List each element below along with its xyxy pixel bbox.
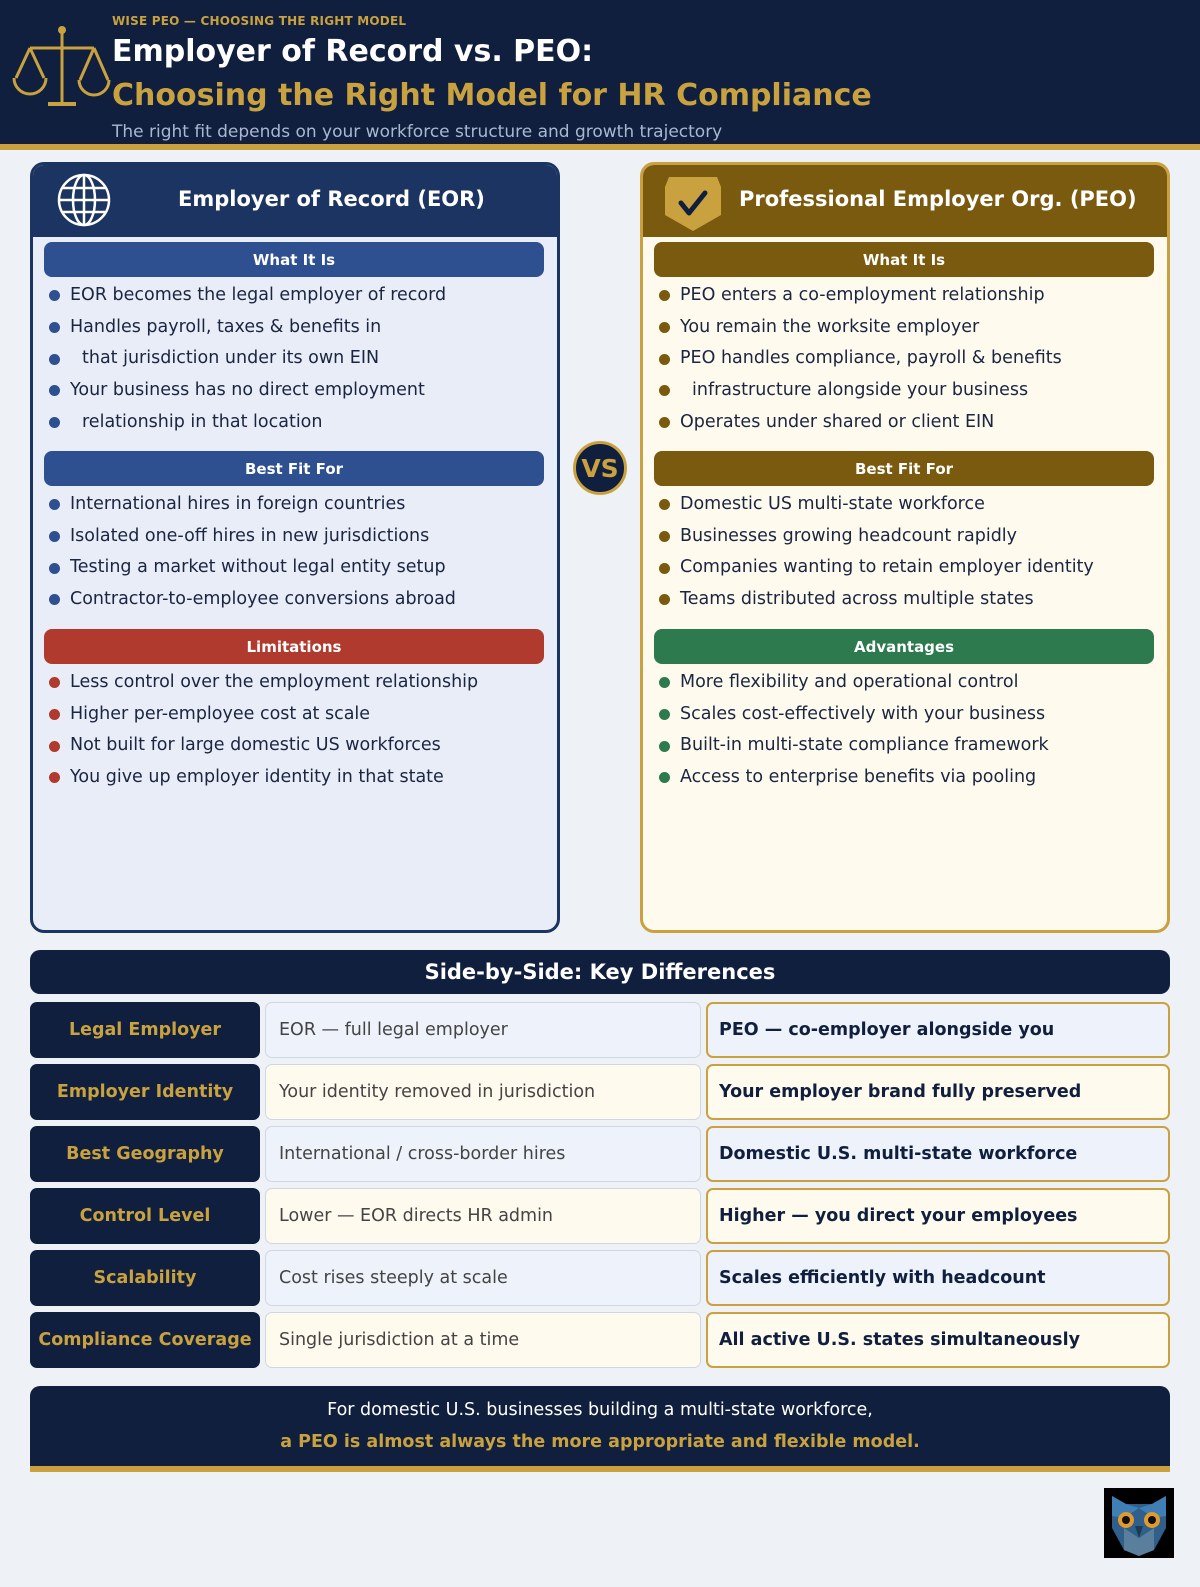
row-eor-value: Your identity removed in jurisdiction <box>265 1064 701 1120</box>
eor-limitations-list <box>49 667 549 794</box>
owl-logo-icon <box>1104 1488 1174 1558</box>
list-item: Testing a market without legal entity setup <box>49 552 549 584</box>
list-item: Scales cost-effectively with your business <box>659 699 1159 731</box>
list-item: relationship in that location <box>49 407 549 439</box>
row-label: Scalability <box>30 1250 260 1306</box>
shield-check-icon <box>663 171 723 231</box>
list-item: Built-in multi-state compliance framework <box>659 730 1159 762</box>
bullet-icon <box>49 417 60 428</box>
row-label: Control Level <box>30 1188 260 1244</box>
table-row <box>30 1312 1170 1368</box>
bullet-icon <box>659 417 670 428</box>
bullet-icon <box>49 385 60 396</box>
peo-best-fit-list <box>659 489 1159 616</box>
conclusion-line-1: For domestic U.S. businesses building a multi-state workforce, <box>327 1400 873 1420</box>
list-item: Businesses growing headcount rapidly <box>659 521 1159 553</box>
page-title-secondary: Choosing the Right Model for HR Compliance <box>112 78 872 113</box>
list-item: Less control over the employment relationship <box>49 667 549 699</box>
list-item: Isolated one-off hires in new jurisdictions <box>49 521 549 553</box>
eor-card-header <box>33 165 557 237</box>
bullet-icon <box>659 385 670 396</box>
eor-section-best-fit: Best Fit For <box>44 451 544 486</box>
row-peo-value: PEO — co-employer alongside you <box>706 1002 1170 1058</box>
row-peo-value: Higher — you direct your employees <box>706 1188 1170 1244</box>
peo-section-best-fit: Best Fit For <box>654 451 1154 486</box>
list-item: Access to enterprise benefits via pooling <box>659 762 1159 794</box>
list-item: that jurisdiction under its own EIN <box>49 343 549 375</box>
row-peo-value: Your employer brand fully preserved <box>706 1064 1170 1120</box>
bullet-icon <box>49 741 60 752</box>
bullet-icon <box>659 354 670 365</box>
bullet-icon <box>49 322 60 333</box>
peo-card-header <box>643 165 1167 237</box>
row-label: Compliance Coverage <box>30 1312 260 1368</box>
table-row <box>30 1064 1170 1120</box>
list-item: Teams distributed across multiple states <box>659 584 1159 616</box>
eor-section-what-it-is: What It Is <box>44 242 544 277</box>
bullet-icon <box>659 709 670 720</box>
eor-card <box>30 162 560 933</box>
row-eor-value: Single jurisdiction at a time <box>265 1312 701 1368</box>
peo-section-advantages: Advantages <box>654 629 1154 664</box>
list-item: Companies wanting to retain employer identity <box>659 552 1159 584</box>
list-item: International hires in foreign countries <box>49 489 549 521</box>
list-item: More flexibility and operational control <box>659 667 1159 699</box>
peo-advantages-list <box>659 667 1159 794</box>
table-row <box>30 1126 1170 1182</box>
bullet-icon <box>49 594 60 605</box>
list-item: Not built for large domestic US workforces <box>49 730 549 762</box>
bullet-icon <box>49 354 60 365</box>
bullet-icon <box>659 677 670 688</box>
row-label: Legal Employer <box>30 1002 260 1058</box>
globe-icon <box>55 171 113 229</box>
row-eor-value: EOR — full legal employer <box>265 1002 701 1058</box>
header-banner <box>0 0 1200 144</box>
list-item: Your business has no direct employment <box>49 375 549 407</box>
list-item: Higher per-employee cost at scale <box>49 699 549 731</box>
list-item: Handles payroll, taxes & benefits in <box>49 312 549 344</box>
row-eor-value: Lower — EOR directs HR admin <box>265 1188 701 1244</box>
conclusion-line-2: a PEO is almost always the more appropriate and flexible model. <box>280 1432 920 1452</box>
bullet-icon <box>659 290 670 301</box>
eor-best-fit-list <box>49 489 549 616</box>
row-eor-value: International / cross-border hires <box>265 1126 701 1182</box>
list-item: Contractor-to-employee conversions abroad <box>49 584 549 616</box>
bullet-icon <box>49 499 60 510</box>
bullet-icon <box>49 709 60 720</box>
bullet-icon <box>659 772 670 783</box>
eor-card-title: Employer of Record (EOR) <box>178 187 485 211</box>
comparison-title: Side-by-Side: Key Differences <box>30 950 1170 994</box>
row-label: Best Geography <box>30 1126 260 1182</box>
peo-what-it-is-list <box>659 280 1159 438</box>
vs-badge: VS <box>573 441 627 495</box>
list-item: EOR becomes the legal employer of record <box>49 280 549 312</box>
page-subtitle: The right fit depends on your workforce structure and growth trajectory <box>112 122 723 142</box>
bullet-icon <box>49 772 60 783</box>
table-row <box>30 1188 1170 1244</box>
bullet-icon <box>49 677 60 688</box>
list-item: PEO enters a co-employment relationship <box>659 280 1159 312</box>
row-eor-value: Cost rises steeply at scale <box>265 1250 701 1306</box>
table-row <box>30 1250 1170 1306</box>
bullet-icon <box>49 531 60 542</box>
peo-card-title: Professional Employer Org. (PEO) <box>739 187 1137 211</box>
list-item: Operates under shared or client EIN <box>659 407 1159 439</box>
row-label: Employer Identity <box>30 1064 260 1120</box>
peo-card <box>640 162 1170 933</box>
list-item: Domestic US multi-state workforce <box>659 489 1159 521</box>
conclusion-banner <box>30 1386 1170 1472</box>
scales-of-justice-icon <box>10 22 114 110</box>
row-peo-value: Domestic U.S. multi-state workforce <box>706 1126 1170 1182</box>
peo-section-what-it-is: What It Is <box>654 242 1154 277</box>
list-item: infrastructure alongside your business <box>659 375 1159 407</box>
row-peo-value: Scales efficiently with headcount <box>706 1250 1170 1306</box>
eor-section-limitations: Limitations <box>44 629 544 664</box>
bullet-icon <box>659 499 670 510</box>
page-title: Employer of Record vs. PEO: <box>112 34 594 69</box>
list-item: PEO handles compliance, payroll & benefits <box>659 343 1159 375</box>
bullet-icon <box>659 322 670 333</box>
eor-what-it-is-list <box>49 280 549 438</box>
list-item: You give up employer identity in that state <box>49 762 549 794</box>
bullet-icon <box>49 563 60 574</box>
table-row <box>30 1002 1170 1058</box>
bullet-icon <box>659 741 670 752</box>
list-item: You remain the worksite employer <box>659 312 1159 344</box>
bullet-icon <box>49 290 60 301</box>
bullet-icon <box>659 531 670 542</box>
bullet-icon <box>659 563 670 574</box>
eyebrow-text: WISE PEO — CHOOSING THE RIGHT MODEL <box>112 14 407 28</box>
header-divider <box>0 144 1200 150</box>
row-peo-value: All active U.S. states simultaneously <box>706 1312 1170 1368</box>
bullet-icon <box>659 594 670 605</box>
